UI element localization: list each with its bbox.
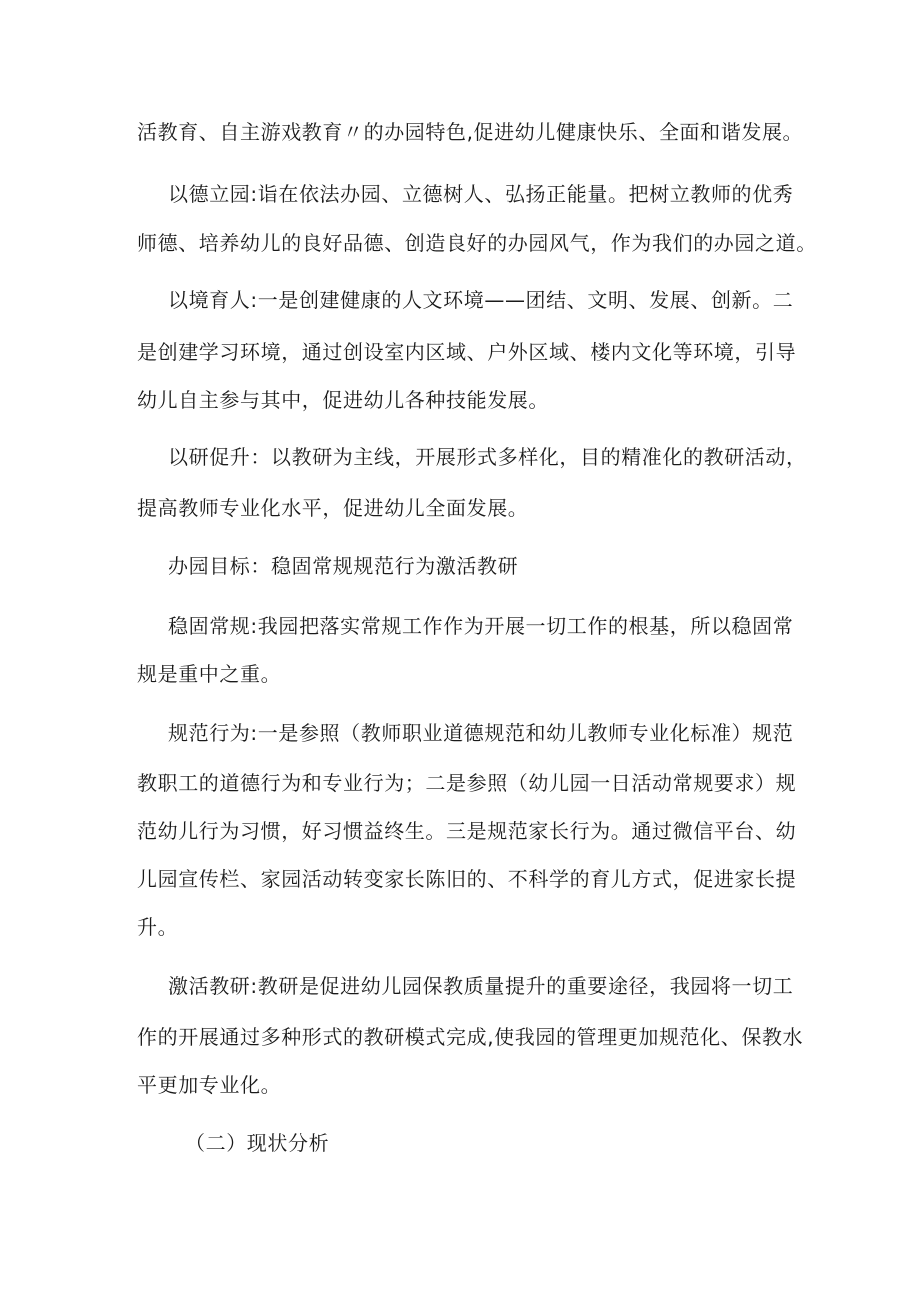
paragraph-line: 升。 [137, 915, 179, 939]
paragraph-line: 活教育、自主游戏教育〃的办园特色,促进幼儿健康快乐、全面和谐发展。 [137, 120, 804, 144]
paragraph-line: 平更加专业化。 [137, 1073, 282, 1097]
paragraph-line: 以德立园:诣在依法办园、立德树人、弘扬正能量。把树立教师的优秀 [168, 182, 794, 206]
paragraph-line: 以境育人:一是创建健康的人文环境——团结、文明、发展、创新。二 [168, 288, 794, 312]
paragraph-line: 作的开展通过多种形式的教研模式完成,使我园的管理更加规范化、保教水 [137, 1025, 804, 1049]
paragraph-line: 稳固常规:我园把落实常规工作作为开展一切工作的根基，所以稳固常 [168, 614, 794, 638]
paragraph-line: 以研促升：以教研为主线，开展形式多样化，目的精准化的教研活动， [168, 445, 807, 469]
paragraph-line: 教职工的道德行为和专业行为；二是参照（幼儿园一日活动常规要求）规 [137, 771, 797, 795]
paragraph-line: 提高教师专业化水平，促进幼儿全面发展。 [137, 496, 529, 520]
paragraph-line: 范幼儿行为习惯，好习惯益终生。三是规范家长行为。通过微信平台、幼 [137, 819, 797, 843]
paragraph-line: 规是重中之重。 [137, 662, 282, 686]
paragraph-line: 激活教研:教研是促进幼儿园保教质量提升的重要途径，我园将一切工 [168, 974, 794, 998]
paragraph-line: 儿园宣传栏、家园活动转变家长陈旧的、不科学的育儿方式，促进家长提 [137, 867, 797, 891]
paragraph-line: 是创建学习环境，通过创设室内区域、户外区域、楼内文化等环境，引导 [137, 340, 797, 364]
paragraph-line: 幼儿自主参与其中，促进幼儿各种技能发展。 [137, 388, 549, 412]
paragraph-line: 师德、培养幼儿的良好品德、创造良好的办园风气，作为我们的办园之道。 [137, 231, 817, 255]
section-heading: （二）现状分析 [185, 1131, 330, 1155]
section-heading: 办园目标：稳固常规规范行为激活教研 [168, 554, 519, 578]
paragraph-line: 规范行为:一是参照（教师职业道德规范和幼儿教师专业化标准）规范 [168, 721, 794, 745]
